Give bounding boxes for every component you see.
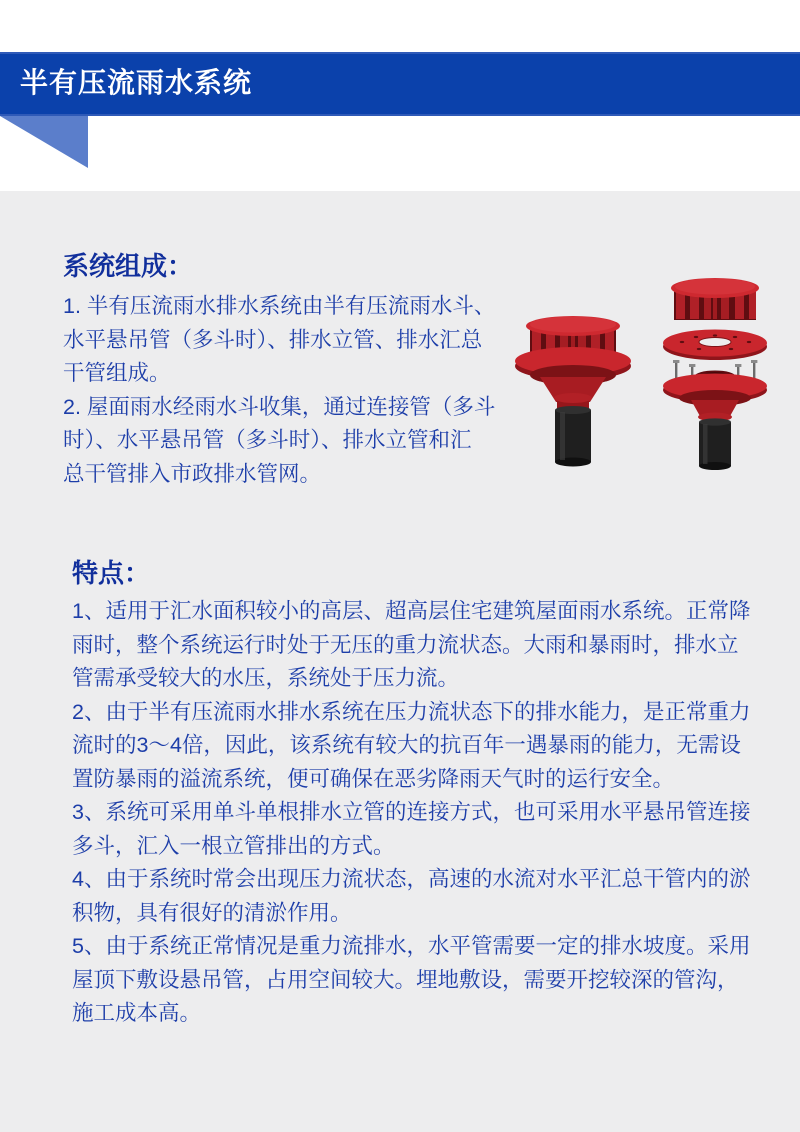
composition-line: 总干管排入市政排水管网。 [63, 461, 322, 486]
feature-line: 雨时，整个系统运行时处于无压的重力流状态。大雨和暴雨时，排水立 [72, 632, 739, 657]
roof-rain-drain-exploded-image [658, 276, 772, 470]
feature-line: 1、适用于汇水面积较小的高层、超高层住宅建筑屋面雨水系统。正常降 [72, 599, 751, 623]
banner-fold-triangle-icon [0, 116, 88, 168]
roof-rain-drain-assembled-image [512, 314, 634, 468]
section-composition [63, 252, 563, 491]
composition-line: 2. 屋面雨水经雨水斗收集，通过连接管（多斗 [63, 394, 496, 419]
feature-line: 屋顶下敷设悬吊管，占用空间较大。埋地敷设，需要开挖较深的管沟， [72, 967, 739, 992]
feature-line: 流时的3～4倍，因此，该系统有较大的抗百年一遇暴雨的能力，无需设 [72, 733, 741, 757]
feature-line: 多斗，汇入一根立管排出的方式。 [72, 833, 395, 858]
content-area [0, 191, 800, 1132]
drain-outlet-pipe [555, 406, 591, 467]
drain-outlet-pipe [699, 418, 731, 470]
feature-line: 施工成本高。 [72, 1001, 202, 1025]
drain-clamp-ring [663, 330, 767, 361]
feature-line: 3、系统可采用单斗单根排水立管的连接方式，也可采用水平悬吊管连接 [72, 800, 751, 824]
feature-line: 置防暴雨的溢流系统，便可确保在恶劣降雨天气时的运行安全。 [72, 766, 675, 791]
feature-line: 管需承受较大的水压，系统处于压力流。 [72, 666, 460, 690]
composition-line: 时）、水平悬吊管（多斗时）、排水立管和汇 [63, 428, 472, 452]
composition-line: 水平悬吊管（多斗时）、排水立管、排水汇总 [63, 327, 483, 352]
drain-body [540, 377, 606, 410]
feature-line: 4、由于系统时常会出现压力流状态，高速的水流对水平汇总干管内的淤 [72, 867, 751, 891]
feature-line: 积物，具有很好的清淤作用。 [72, 900, 352, 925]
page-title: 半有压流雨水系统 [20, 68, 253, 99]
composition-line: 干管组成。 [63, 361, 171, 385]
drain-body-flange [663, 371, 767, 422]
section-features [72, 559, 772, 1031]
title-banner [0, 52, 800, 116]
composition-heading: 系统组成： [63, 251, 194, 281]
features-heading: 特点： [72, 558, 151, 588]
composition-line: 1. 半有压流雨水排水系统由半有压流雨水斗、 [63, 294, 496, 318]
feature-line: 5、由于系统正常情况是重力流排水，水平管需要一定的排水坡度。采用 [72, 934, 751, 958]
feature-line: 2、由于半有压流雨水排水系统在压力流状态下的排水能力，是正常重力 [72, 699, 751, 724]
drain-cap-fins [671, 278, 759, 320]
